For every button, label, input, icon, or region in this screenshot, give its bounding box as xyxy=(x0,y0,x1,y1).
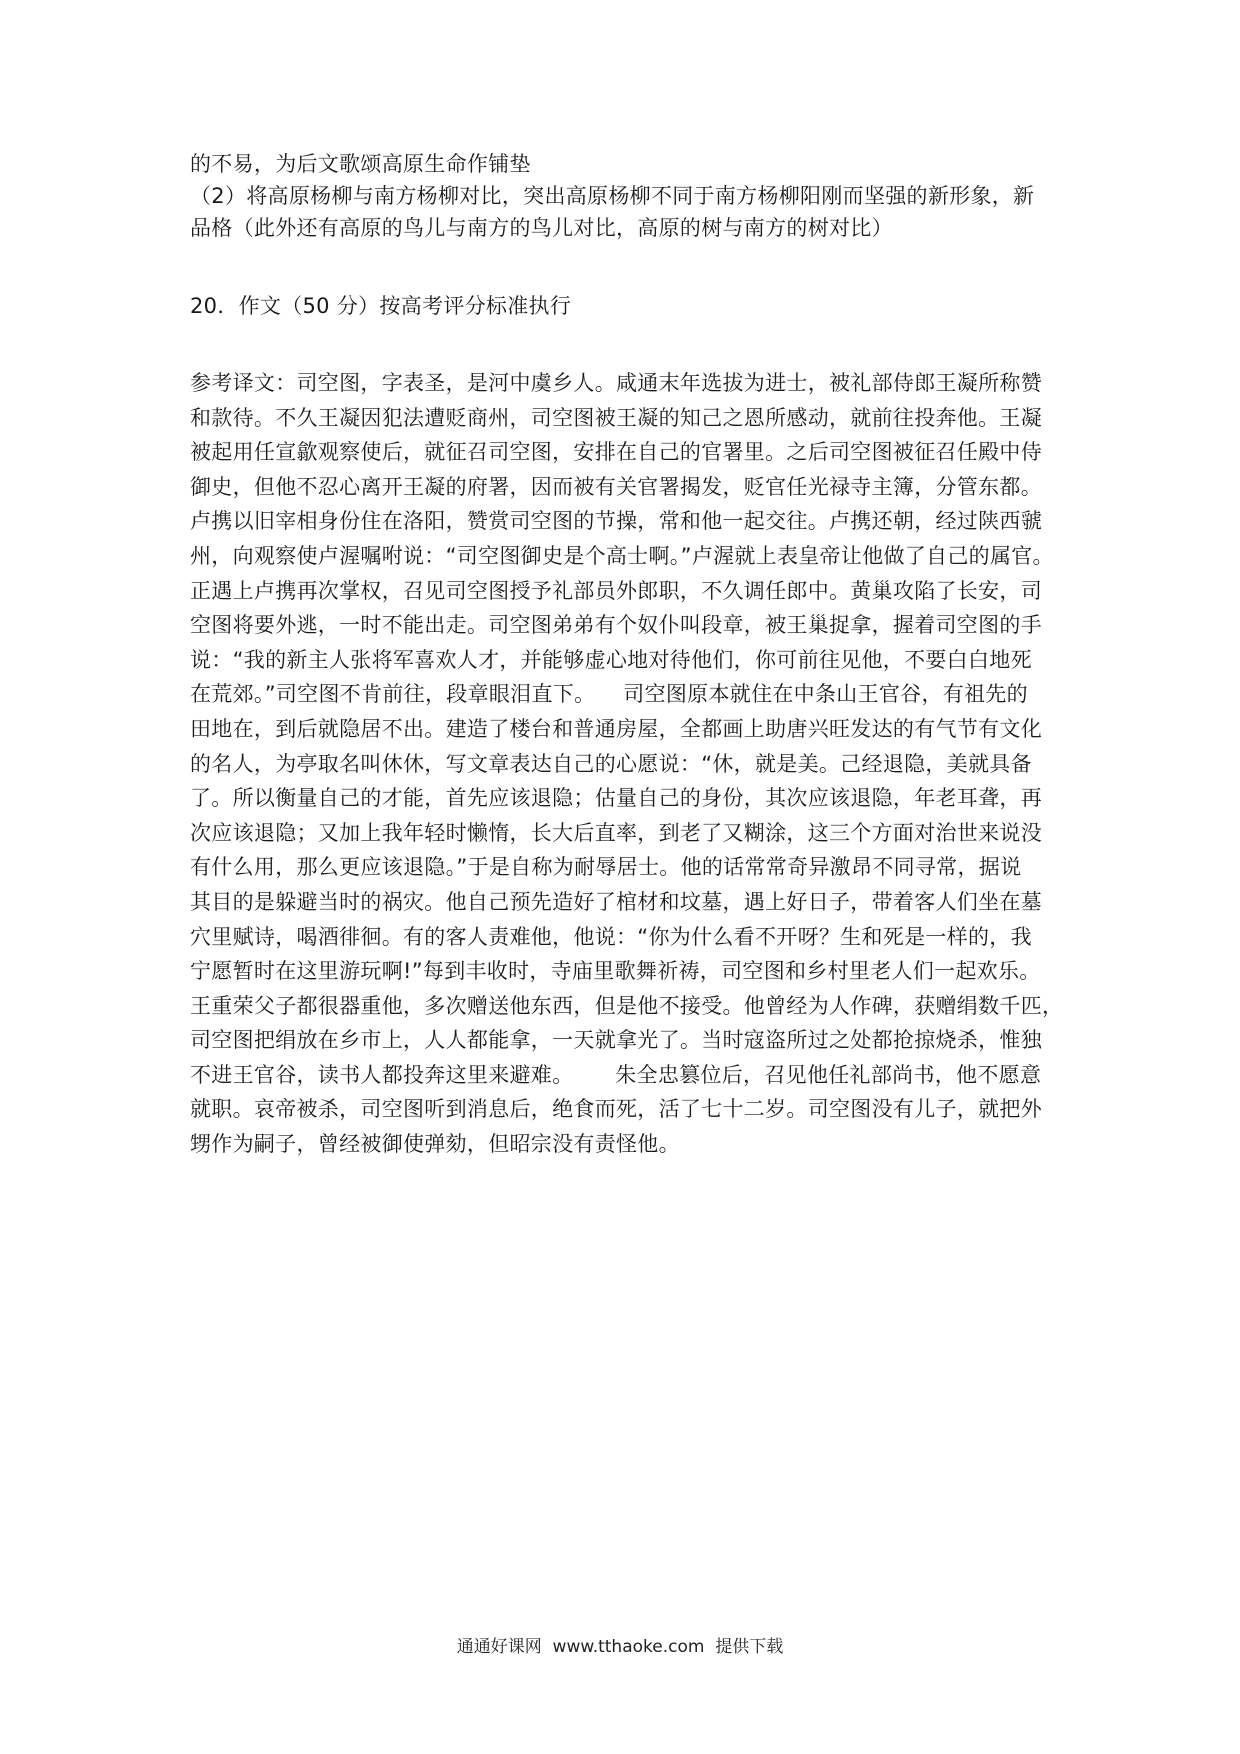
text-line: （2）将高原杨柳与南方杨柳对比，突出高原杨柳不同于南方杨柳阳刚而坚强的新形象，新 xyxy=(190,184,1035,208)
page-footer: 通通好课网 www.tthaoke.com 提供下载 xyxy=(456,1637,784,1657)
reference-translation xyxy=(190,366,1064,1162)
answer-20 xyxy=(190,290,1060,322)
text-line: 其目的是躲避当时的祸灾。他自己预先造好了棺材和坟墓，遇上好日子，带着客人们坐在墓 xyxy=(190,889,1042,914)
text-line: 御史，但他不忍心离开王凝的府署，因而被有关官署揭发，贬官任光禄寺主簿，分管东都。 xyxy=(190,474,1042,499)
text-line: 宁愿暂时在这里游玩啊!”每到丰收时，寺庙里歌舞祈祷，司空图和乡村里老人们一起欢乐。 xyxy=(190,959,1041,984)
text-line: 正遇上卢携再次掌权，召见司空图授予礼部员外郎职，不久调任郎中。黄巢攻陷了长安，司 xyxy=(190,578,1042,603)
text-line: 参考译文：司空图，字表圣，是河中虞乡人。咸通末年选拔为进士，被礼部侍郎王凝所称赞 xyxy=(190,371,1042,395)
text-line: 有什么用，那么更应该退隐。”于是自称为耐辱居士。他的话常常奇异激昂不同寻常，据说 xyxy=(190,855,1022,880)
text-line: 次应该退隐；又加上我年轻时懒惰，长大后直率，到老了又糊涂，这三个方面对治世来说没 xyxy=(190,820,1042,845)
text-line: 的不易，为后文歌颂高原生命作铺垫 xyxy=(190,152,531,176)
text-line: 卢携以旧宰相身份住在洛阳，赞赏司空图的节操，常和他一起交往。卢携还朝，经过陕西虢 xyxy=(190,509,1042,534)
text-line: 司空图把绢放在乡市上，人人都能拿，一天就拿光了。当时寇盗所过之处都抢掠烧杀，惟独 xyxy=(190,1028,1042,1053)
text-line: 被起用任宣歙观察使后，就征召司空图，安排在自己的官署里。之后司空图被征召任殿中侍 xyxy=(190,440,1042,465)
answer-19-continuation xyxy=(190,148,1060,244)
document-page xyxy=(190,148,1064,1162)
text-line: 不进王官谷，读书人都投奔这里来避难。 朱全忠篡位后，召见他任礼部尚书，他不愿意 xyxy=(190,1062,1042,1087)
text-line: 说：“我的新主人张将军喜欢人才，并能够虚心地对待他们，你可前往见他，不要白白地死 xyxy=(190,647,1032,672)
text-line: 了。所以衡量自己的才能，首先应该退隐；估量自己的身份，其次应该退隐，年老耳聋，再 xyxy=(190,786,1042,811)
text-line: 和款待。不久王凝因犯法遭贬商州，司空图被王凝的知己之恩所感动，就前往投奔他。王凝 xyxy=(190,405,1042,430)
text-line: 王重荣父子都很器重他，多次赠送他东西，但是他不接受。他曾经为人作碑，获赠绢数千匹， xyxy=(190,993,1064,1018)
text-line: 就职。哀帝被杀，司空图听到消息后，绝食而死，活了七十二岁。司空图没有儿子，就把外 xyxy=(190,1097,1042,1122)
text-line: 的名人，为亭取名叫休休，写文章表达自己的心愿说：“休，就是美。己经退隐，美就具备 xyxy=(190,751,1032,776)
text-line: 穴里赋诗，喝酒徘徊。有的客人责难他，他说：“你为什么看不开呀？生和死是一样的，我 xyxy=(190,924,1032,949)
text-line: 甥作为嗣子，曾经被御使弹劾，但昭宗没有责怪他。 xyxy=(190,1132,680,1157)
text-line: 空图将要外逃，一时不能出走。司空图弟弟有个奴仆叫段章，被王巢捉拿，握着司空图的手 xyxy=(190,613,1042,638)
text-line: 品格（此外还有高原的鸟儿与南方的鸟儿对比，高原的树与南方的树对比） xyxy=(190,216,893,240)
text-line: 在荒郊。”司空图不肯前往，段章眼泪直下。 司空图原本就住在中条山王官谷，有祖先的 xyxy=(190,682,1028,707)
text-line: 州，向观察使卢渥嘱咐说：“司空图御史是个高士啊。”卢渥就上表皇帝让他做了自己的属官。 xyxy=(190,543,1054,568)
question-20-text: 20．作文（50 分）按高考评分标准执行 xyxy=(190,294,572,318)
text-line: 田地在，到后就隐居不出。建造了楼台和普通房屋，全都画上助唐兴旺发达的有气节有文化 xyxy=(190,716,1042,741)
